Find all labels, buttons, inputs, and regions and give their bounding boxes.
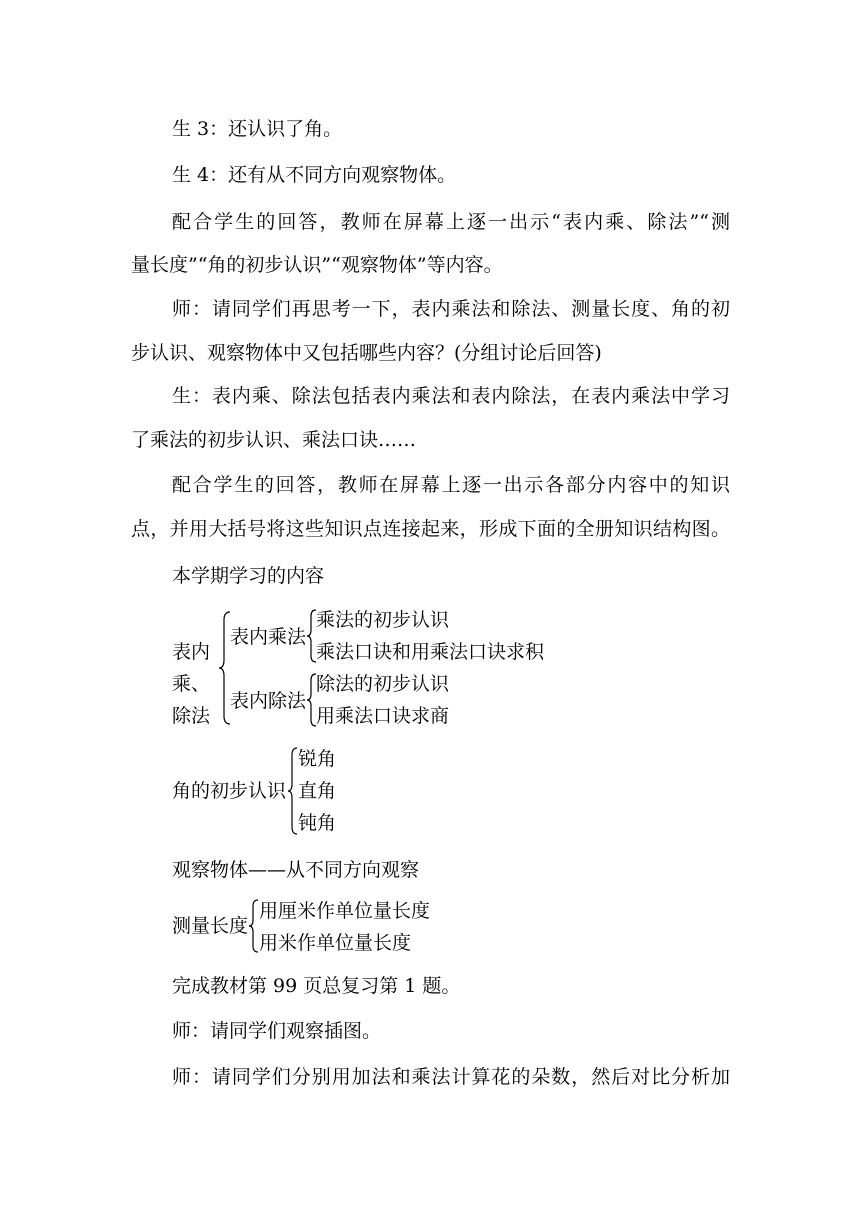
paragraph-exercise: 完成教材第 99 页总复习第 1 题。 <box>172 975 461 997</box>
unit2-item1: 锐角 <box>298 748 337 770</box>
paragraph-teacher-question-line1: 师：请同学们再思考一下，表内乘法和除法、测量长度、角的初 <box>172 298 730 320</box>
unit4-item2: 用米作单位量长度 <box>259 932 412 954</box>
unit1-sub2-item2: 用乘法口诀求商 <box>316 705 450 727</box>
unit1-label-line1: 表内 <box>172 641 211 663</box>
unit1-label-line2: 乘、 <box>172 673 211 695</box>
unit3-label: 观察物体——从不同方向观察 <box>172 859 420 881</box>
structure-heading: 本学期学习的内容 <box>172 565 325 587</box>
unit4-label: 测量长度 <box>172 915 249 937</box>
unit4-item1: 用厘米作单位量长度 <box>259 900 431 922</box>
paragraph-teacher-display-line2: 量长度”“角的初步认识”“观察物体”等内容。 <box>131 254 503 276</box>
paragraph-teacher-observe: 师：请同学们观察插图。 <box>172 1020 382 1042</box>
unit2-item3: 钝角 <box>298 812 337 834</box>
paragraph-teacher-structure-line1: 配合学生的回答，教师在屏幕上逐一出示各部分内容中的知识 <box>172 474 730 496</box>
paragraph-student-answer-line2: 了乘法的初步认识、乘法口诀…… <box>131 429 417 451</box>
unit1-sub2-item1: 除法的初步认识 <box>316 673 450 695</box>
paragraph-teacher-question-line2: 步认识、观察物体中又包括哪些内容？(分组讨论后回答) <box>131 342 602 364</box>
unit1-sub1-item2: 乘法口诀和用乘法口诀求积 <box>316 641 545 663</box>
paragraph-student-3: 生 3：还认识了角。 <box>172 118 343 140</box>
paragraph-teacher-calc: 师：请同学们分别用加法和乘法计算花的朵数，然后对比分析加 <box>172 1066 730 1088</box>
unit1-sub1-label: 表内乘法 <box>230 626 307 648</box>
paragraph-teacher-display-line1: 配合学生的回答，教师在屏幕上逐一出示“表内乘、除法”“测 <box>172 211 730 233</box>
paragraph-teacher-structure-line2: 点，并用大括号将这些知识点连接起来，形成下面的全册知识结构图。 <box>131 518 730 540</box>
unit2-item2: 直角 <box>298 780 337 802</box>
unit1-label-line3: 除法 <box>172 705 211 727</box>
unit1-sub2-label: 表内除法 <box>230 690 307 712</box>
paragraph-student-4: 生 4：还有从不同方向观察物体。 <box>172 164 457 186</box>
paragraph-student-answer-line1: 生：表内乘、除法包括表内乘法和表内除法，在表内乘法中学习 <box>172 385 730 407</box>
unit2-label: 角的初步认识 <box>172 780 287 802</box>
unit1-sub1-item1: 乘法的初步认识 <box>316 609 450 631</box>
